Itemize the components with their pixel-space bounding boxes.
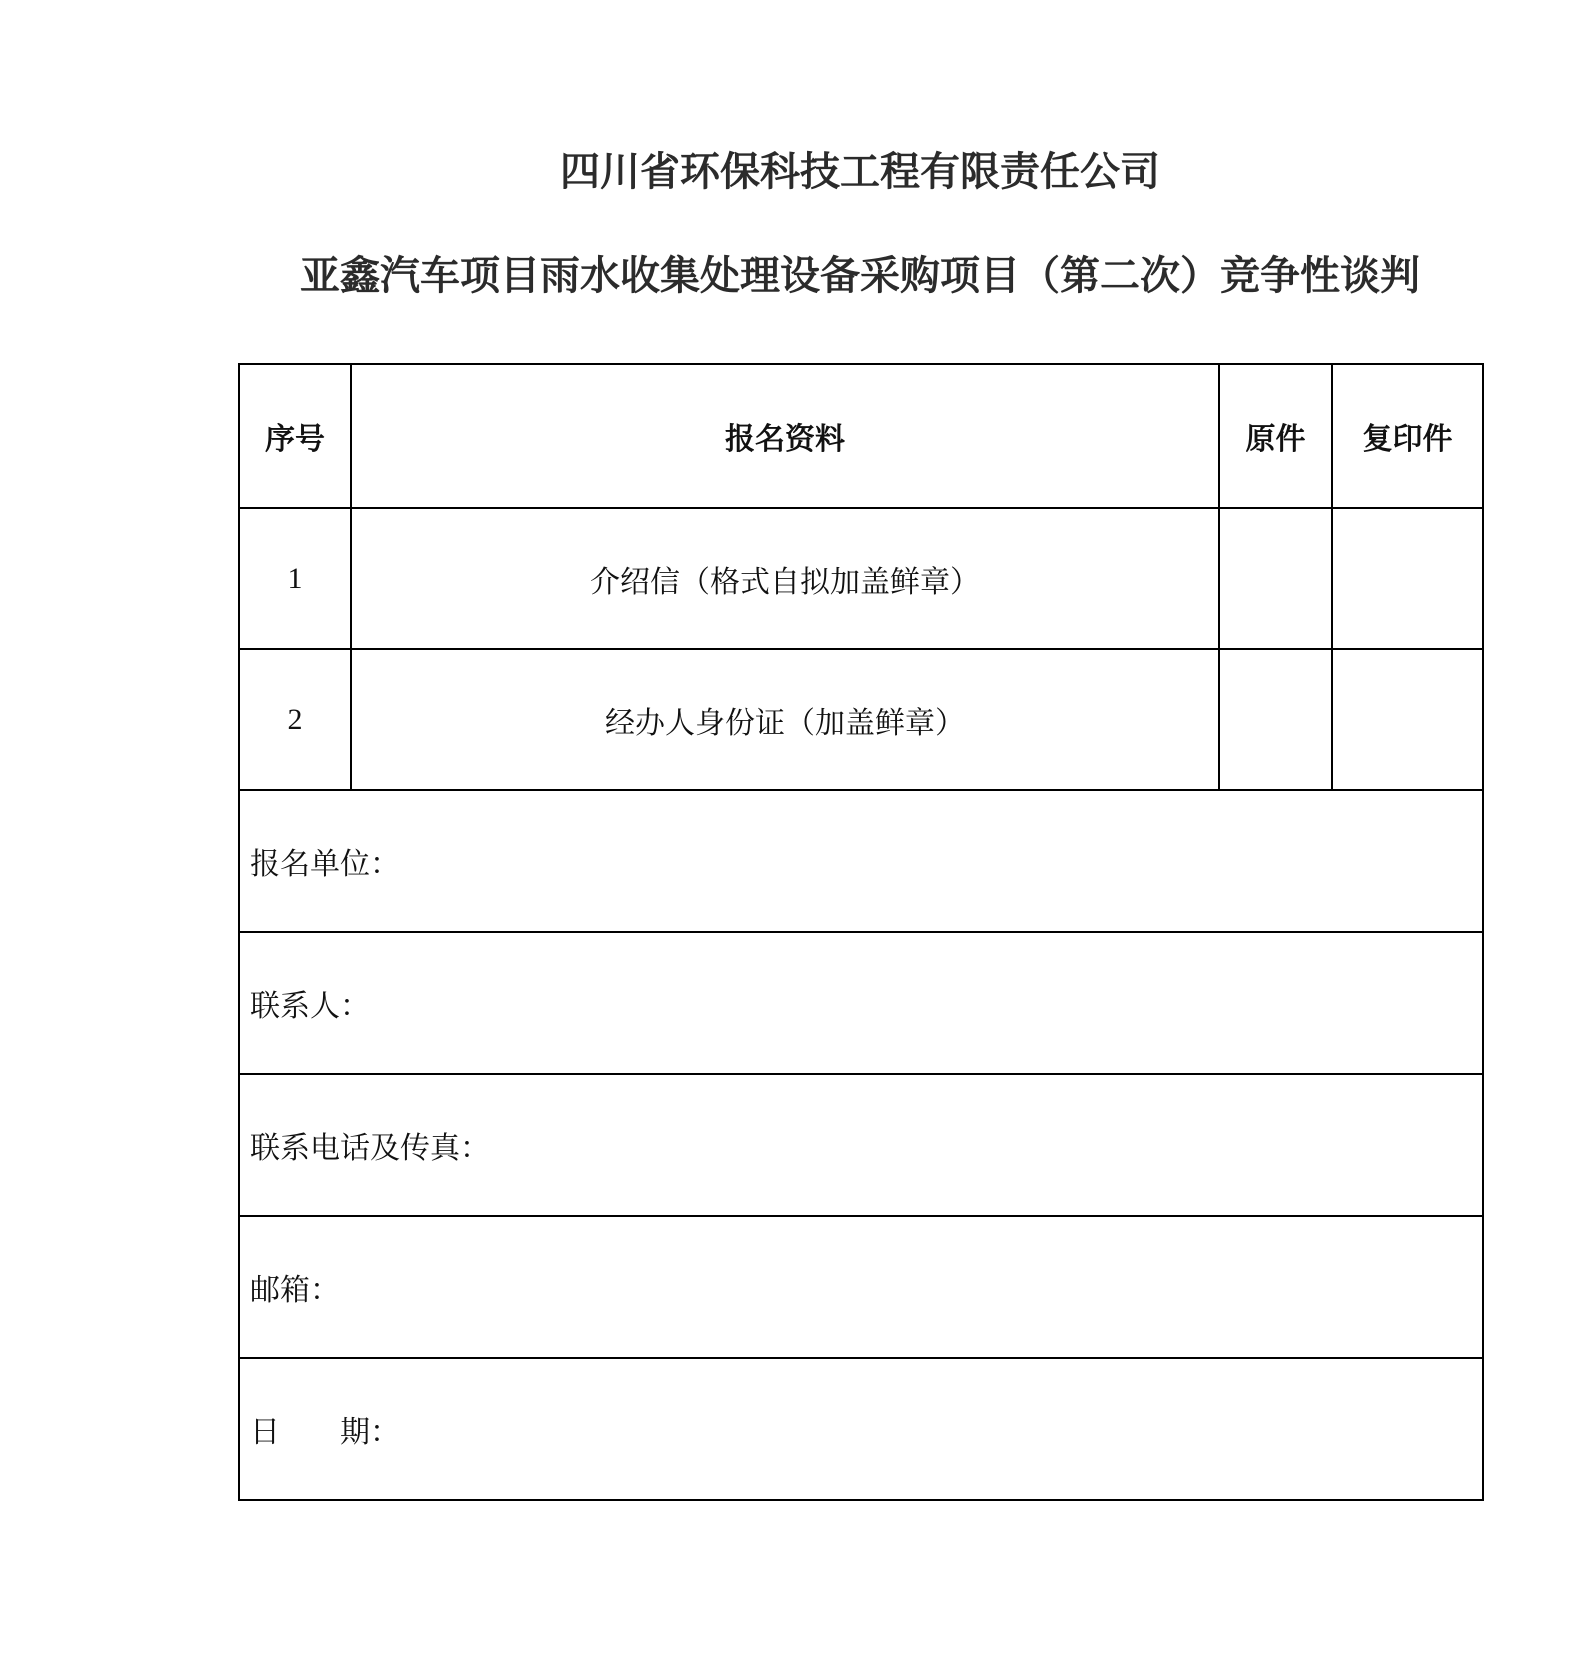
row-1-copy-cell (1332, 508, 1483, 649)
table-row (239, 1074, 1483, 1216)
table-row (239, 508, 1483, 649)
header-original: 原件 (1219, 364, 1332, 508)
row-2-copy-cell (1332, 649, 1483, 790)
table-row (239, 790, 1483, 932)
project-title: 亚鑫汽车项目雨水收集处理设备采购项目（第二次）竞争性谈判 (300, 254, 1420, 298)
header-registration-materials: 报名资料 (351, 364, 1219, 508)
registration-unit-label: 报名单位： (239, 790, 1483, 932)
header-serial-number: 序号 (239, 364, 351, 508)
date-label: 日 期： (239, 1358, 1483, 1500)
row-1-original-cell (1219, 508, 1332, 649)
contact-person-label: 联系人： (239, 932, 1483, 1074)
row-2-number: 2 (239, 649, 351, 790)
header-copy: 复印件 (1332, 364, 1483, 508)
row-1-number: 1 (239, 508, 351, 649)
table-row (239, 1358, 1483, 1500)
table-row (239, 649, 1483, 790)
phone-fax-label: 联系电话及传真： (239, 1074, 1483, 1216)
row-2-material: 经办人身份证（加盖鲜章） (351, 649, 1219, 790)
table-header-row (239, 364, 1483, 508)
registration-table (238, 363, 1484, 1501)
email-label: 邮箱： (239, 1216, 1483, 1358)
row-1-material: 介绍信（格式自拟加盖鲜章） (351, 508, 1219, 649)
table-row (239, 1216, 1483, 1358)
table-row (239, 932, 1483, 1074)
company-title: 四川省环保科技工程有限责任公司 (560, 150, 1160, 194)
row-2-original-cell (1219, 649, 1332, 790)
